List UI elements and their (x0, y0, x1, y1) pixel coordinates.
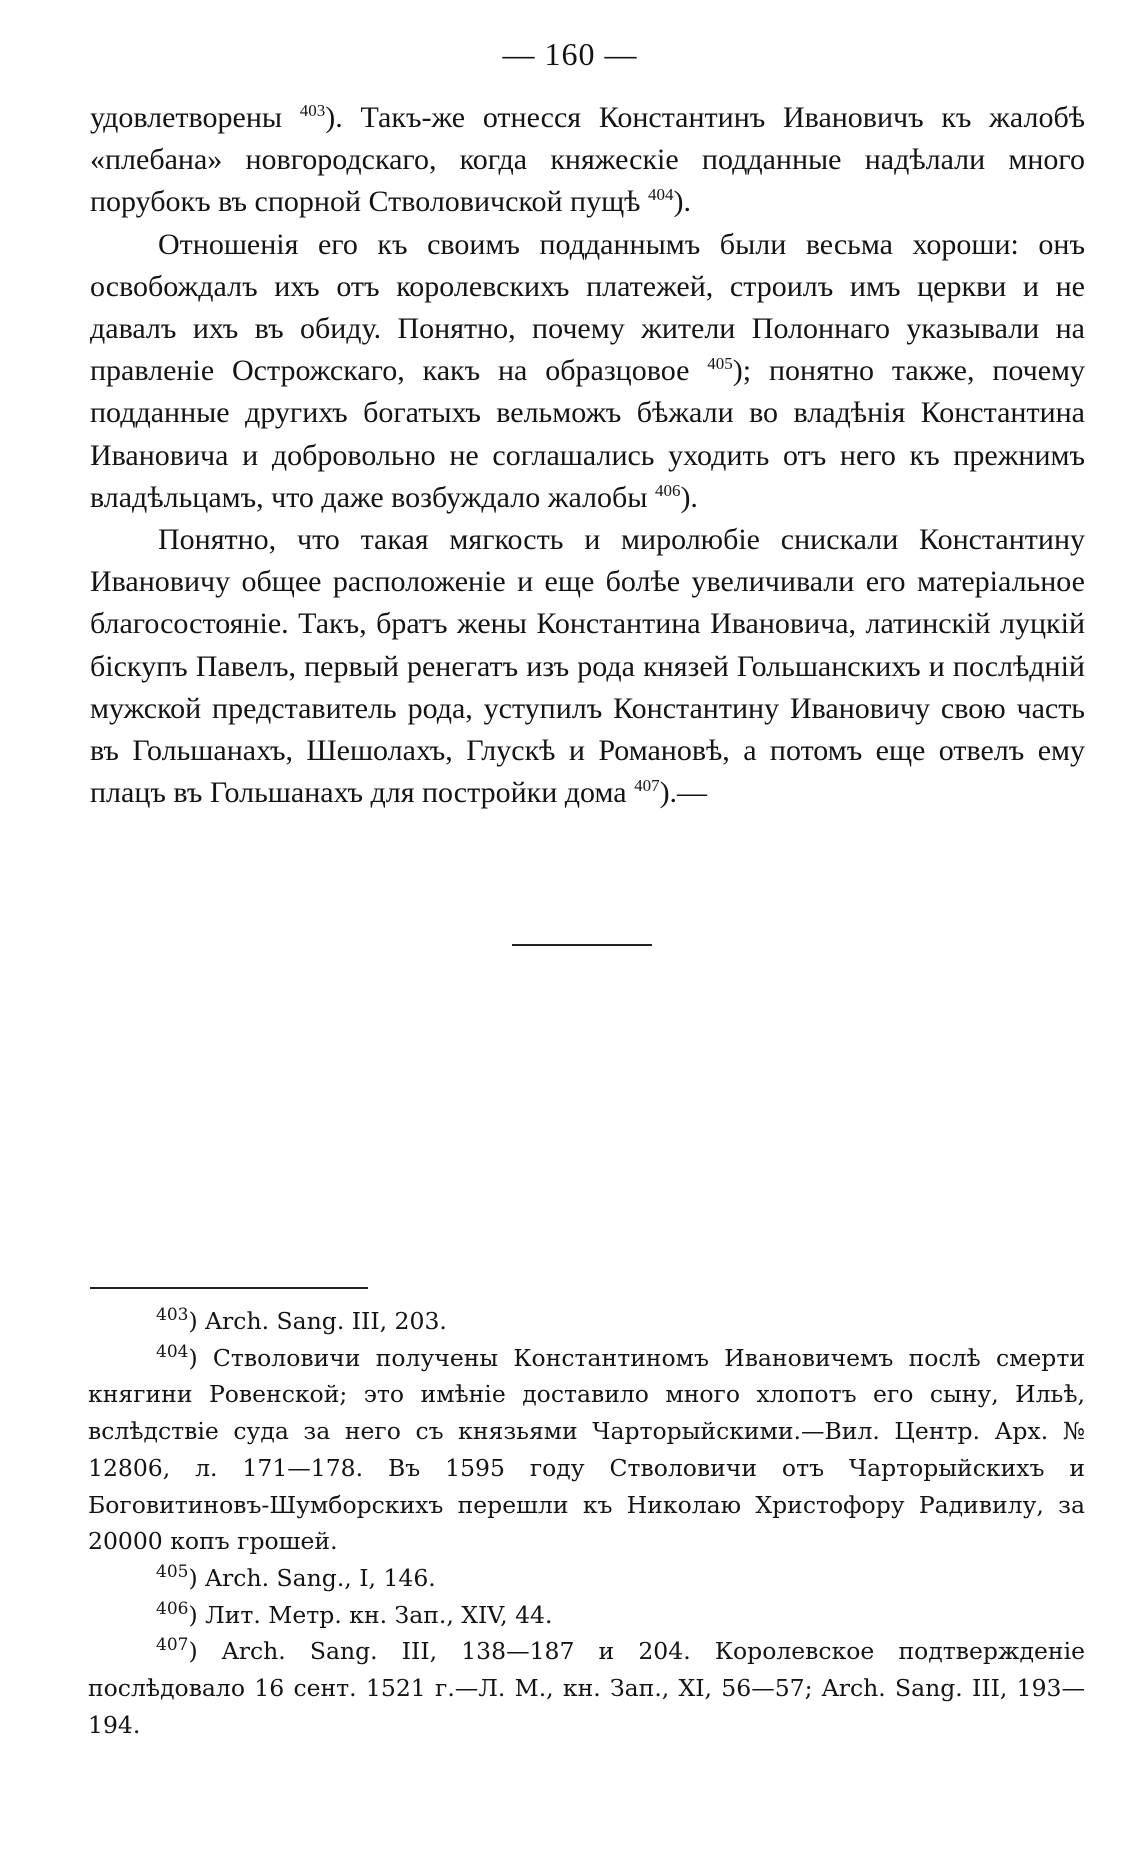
footnote-number-404: 404 (156, 1341, 189, 1362)
footnote-405-text: ) Arch. Sang., I, 146. (188, 1563, 436, 1592)
footnote-406-text: ) Лит. Метр. кн. Зап., XIV, 44. (188, 1600, 553, 1629)
footnote-403-text: ) Arch. Sang. III, 203. (188, 1307, 447, 1335)
footnote-406 (88, 1597, 1085, 1634)
footnote-ref-407[interactable]: 407 (634, 776, 660, 796)
footnote-number-405: 405 (156, 1562, 189, 1583)
footnote-ref-406[interactable]: 406 (654, 480, 681, 500)
footnote-number-406: 406 (156, 1598, 189, 1619)
footnote-407-text: ) Arch. Sang. III, 138—187 и 204. Королевское подтвержденіе послѣдовало 16 сент. 1521 г.—Л. М., кн. Зап., XI, 56—57; Arch. Sang. III, 193—194. (88, 1637, 1085, 1739)
footnote-405 (88, 1560, 1085, 1597)
footnote-divider (90, 1287, 368, 1289)
paragraph-1-text-c: ). (673, 185, 691, 219)
paragraph-2-text-c: ). (680, 480, 698, 514)
footnote-number-403: 403 (156, 1305, 189, 1326)
footnote-407 (88, 1633, 1085, 1743)
footnote-number-407: 407 (156, 1635, 189, 1656)
footnote-403 (88, 1303, 1085, 1340)
paragraph-3 (90, 519, 1085, 814)
section-divider (512, 944, 652, 946)
footnotes (88, 1303, 1085, 1743)
paragraph-3-text-a: Понятно, что такая мягкость и миролюбіе снискали Константину Ивановичу общее расположеніе и еще болѣе увеличивали его матеріальное благосостояніе. Такъ, братъ жены Константина Ивановича, латинскій луцкій біскупъ Павелъ, первый ренегатъ изъ рода князей Гольшанскихъ и послѣдній мужской представитель рода, уступилъ Константину Ивановичу свою часть въ Гольшанахъ, Шешолахъ, Глускѣ и Романовѣ, а потомъ еще отвелъ ему плацъ въ Гольшанахъ для постройки дома (90, 523, 1085, 810)
footnote-404-text: ) Стволовичи получены Константиномъ Ивановичемъ послѣ смерти княгини Ровенской; это имѣніе доставило много хлопотъ его сыну, Ильѣ, вслѣдствіе суда за него съ князьями Чарторыйскими.—Вил. Центр. Арх. № 12806, л. 171—178. Въ 1595 году Стволовичи отъ Чарторыйскихъ и Боговитиновъ-Шумборскихъ перешли къ Николаю Христофору Радивилу, за 20000 копъ грошей. (88, 1343, 1085, 1556)
footnote-404 (88, 1340, 1085, 1560)
paragraph-1 (90, 97, 1085, 224)
paragraph-1-text-a: удовлетворены (90, 101, 300, 134)
paragraph-2-text-b: ); понятно также, почему подданные другихъ богатыхъ вельможъ бѣжали во владѣнія Константина Ивановича и добровольно не соглашались уходить отъ него къ прежнимъ владѣльцамъ, что даже возбуждало жалобы (90, 354, 1085, 514)
footnote-ref-404[interactable]: 404 (647, 185, 674, 205)
paragraph-1-text-b: ). Такъ-же отнесся Константинъ Ивановичъ къ жалобѣ «плебана» новгородскаго, когда княжескіе подданные надѣлали много порубокъ въ спорной Стволовичской пущѣ (90, 101, 1085, 219)
footnote-ref-403[interactable]: 403 (299, 101, 326, 120)
page-number: — 160 — (502, 36, 638, 72)
paragraph-3-text-b: ).— (659, 776, 708, 810)
footnote-ref-405[interactable]: 405 (707, 354, 733, 374)
paragraph-2 (90, 224, 1085, 519)
main-text (90, 97, 1085, 814)
paragraph-2-text-a: Отношенія его къ своимъ подданнымъ были весьма хороши: онъ освобождалъ ихъ отъ королевскихъ платежей, строилъ имъ церкви и не давалъ ихъ въ обиду. Понятно, почему жители Полоннаго указывали на правленіе Острожскаго, какъ на образцовое (90, 227, 1085, 388)
